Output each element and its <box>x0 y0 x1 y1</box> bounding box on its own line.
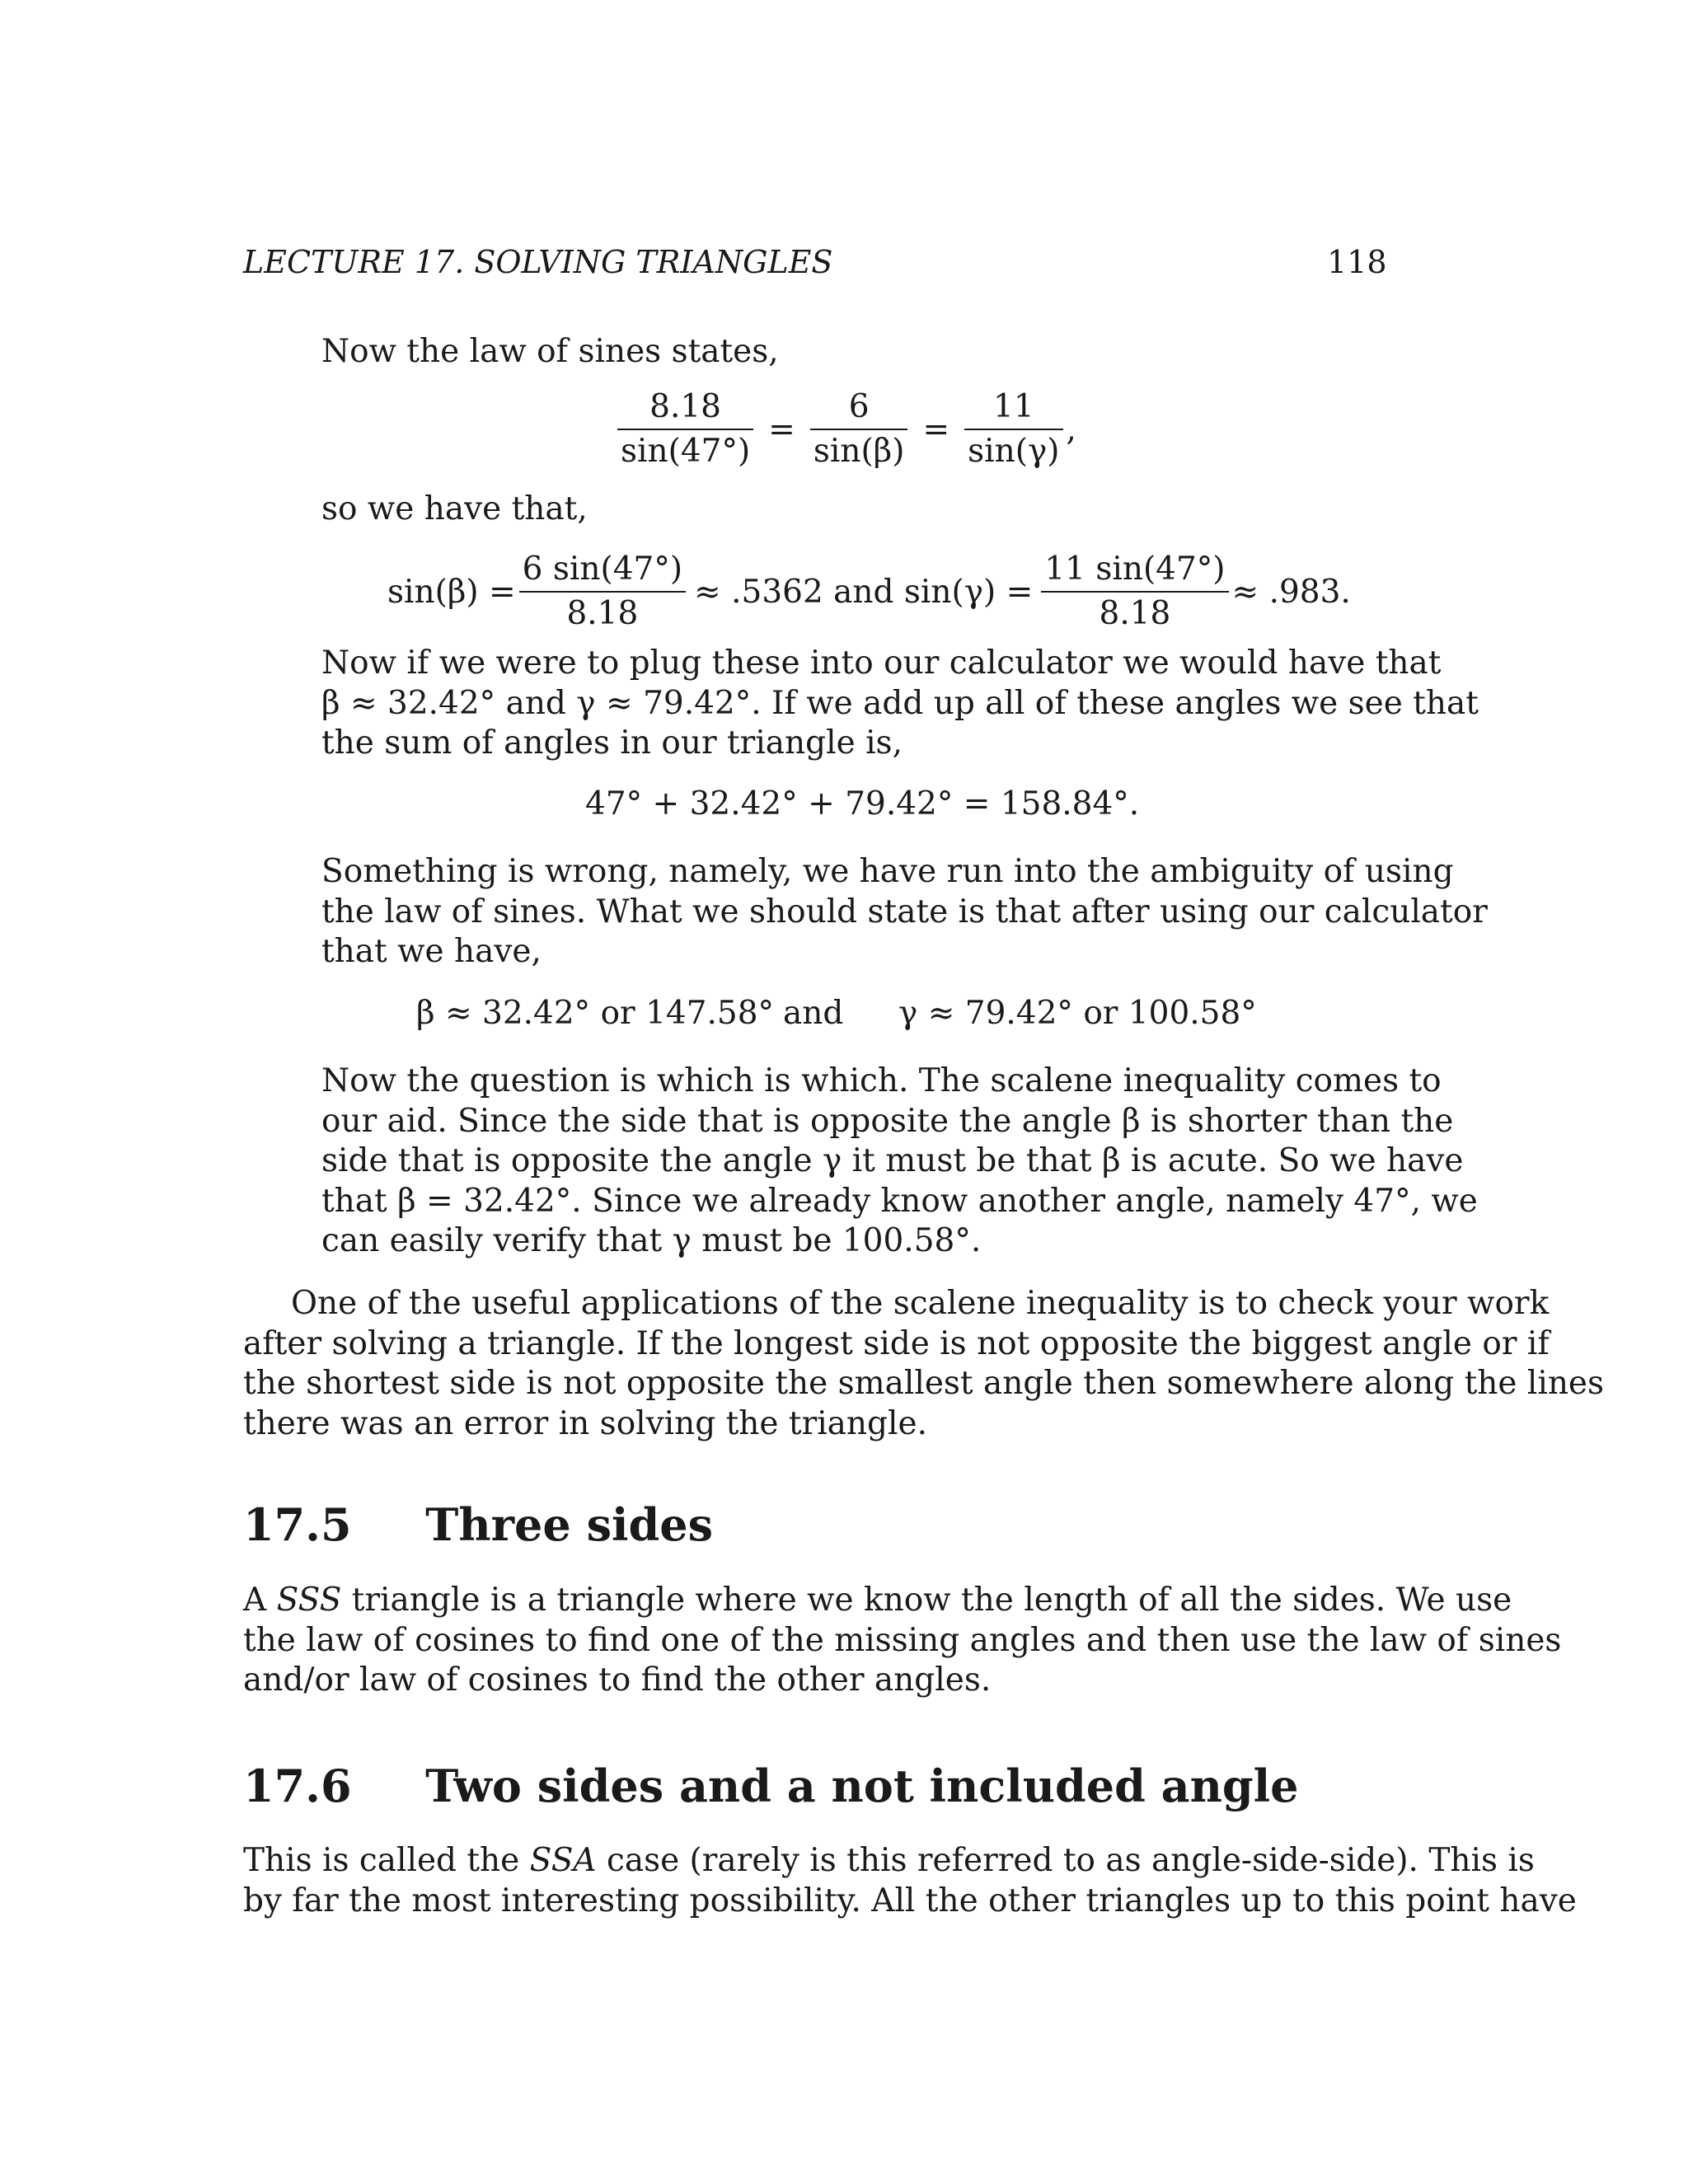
equation-sine-values <box>387 548 1351 635</box>
trailing-comma: , <box>1066 410 1076 448</box>
fraction <box>519 548 686 635</box>
text-line: the law of cosines to find one of the missing angles and then use the law of sines <box>243 1621 1562 1659</box>
equation-angle-options-left: β ≈ 32.42° or 147.58° <box>416 995 775 1032</box>
denominator: 8.18 <box>566 595 639 632</box>
paragraph-ssa <box>243 1841 1577 1921</box>
text-line: after solving a triangle. If the longest side is not opposite the biggest angle or if <box>243 1324 1550 1362</box>
equation-law-of-sines <box>614 386 1076 473</box>
text-line: the shortest side is not opposite the smallest angle then somewhere along the lines <box>243 1365 1605 1402</box>
ssa-term: SSA <box>529 1842 597 1879</box>
denominator: 8.18 <box>1099 595 1171 632</box>
fraction <box>617 386 753 473</box>
section-title: Three sides <box>425 1498 713 1551</box>
text-line: our aid. Since the side that is opposite the angle β is shorter than the <box>321 1102 1454 1140</box>
text-span: This is called the <box>243 1842 530 1879</box>
text-line: β ≈ 32.42° and γ ≈ 79.42°. If we add up all of these angles we see that <box>321 684 1479 722</box>
so-line: so we have that, <box>321 490 588 527</box>
numerator: 6 sin(47°) <box>519 548 686 593</box>
text-line: that we have, <box>321 933 542 970</box>
numerator: 11 sin(47°) <box>1041 548 1228 593</box>
paragraph-calculator <box>321 644 1479 764</box>
equation-lhs: sin(β) = <box>387 573 516 611</box>
equation-angle-options-right: γ ≈ 79.42° or 100.58° <box>898 995 1257 1032</box>
running-header-title: LECTURE 17. SOLVING TRIANGLES <box>243 244 833 280</box>
text-line: Something is wrong, namely, we have run into the ambiguity of using <box>321 853 1454 890</box>
sss-term: SSS <box>276 1582 342 1619</box>
section-heading-17-6 <box>243 1760 1299 1812</box>
denominator: sin(γ) <box>968 433 1060 470</box>
text-span: triangle is a triangle where we know the length of all the sides. We use <box>341 1582 1512 1619</box>
equation-middle: ≈ .5362 and sin(γ) = <box>694 573 1034 611</box>
text-line: there was an error in solving the triangle. <box>243 1404 927 1442</box>
section-heading-17-5 <box>243 1498 713 1551</box>
paragraph-sss <box>243 1581 1561 1701</box>
text-line <box>243 1841 1577 1882</box>
equation-angle-sum: 47° + 32.42° + 79.42° = 158.84°. <box>585 785 1140 823</box>
fraction <box>810 386 908 473</box>
paragraph-scalene-check <box>243 1284 1604 1444</box>
text-line: can easily verify that γ must be 100.58°. <box>321 1222 982 1259</box>
text-line: Now the question is which is which. The scalene inequality comes to <box>321 1062 1442 1099</box>
text-line: that β = 32.42°. Since we already know another angle, namely 47°, we <box>321 1182 1478 1220</box>
text-line: the law of sines. What we should state is that after using our calculator <box>321 893 1488 930</box>
paragraph-which-is-which <box>321 1062 1478 1262</box>
page-number: 118 <box>1327 244 1387 280</box>
section-number: 17.5 <box>243 1498 352 1551</box>
equation-angle-options-and: and <box>783 995 844 1032</box>
equals-sign: = <box>922 410 950 448</box>
text-line: side that is opposite the angle γ it must be that β is acute. So we have <box>321 1142 1464 1179</box>
text-line: and/or law of cosines to find the other angles. <box>243 1661 992 1699</box>
equation-tail: ≈ .983. <box>1231 573 1351 611</box>
text-line: the sum of angles in our triangle is, <box>321 724 903 762</box>
fraction <box>964 386 1062 473</box>
text-span: case (rarely is this referred to as angle-side-side). This is <box>596 1842 1535 1879</box>
fraction <box>1041 548 1228 635</box>
text-span: A <box>243 1582 277 1619</box>
numerator: 6 <box>810 386 908 430</box>
section-number: 17.6 <box>243 1760 352 1812</box>
denominator: sin(47°) <box>621 433 751 470</box>
text-line <box>243 1581 1561 1621</box>
intro-line: Now the law of sines states, <box>321 333 779 370</box>
numerator: 11 <box>964 386 1062 430</box>
text-line: One of the useful applications of the scalene inequality is to check your work <box>291 1285 1550 1322</box>
denominator: sin(β) <box>813 433 905 470</box>
numerator: 8.18 <box>617 386 753 430</box>
section-title: Two sides and a not included angle <box>425 1760 1299 1812</box>
paragraph-ambiguity <box>321 852 1488 972</box>
text-line: by far the most interesting possibility. All the other triangles up to this point have <box>243 1882 1577 1919</box>
equals-sign: = <box>768 410 795 448</box>
text-line: Now if we were to plug these into our calculator we would have that <box>321 644 1442 682</box>
